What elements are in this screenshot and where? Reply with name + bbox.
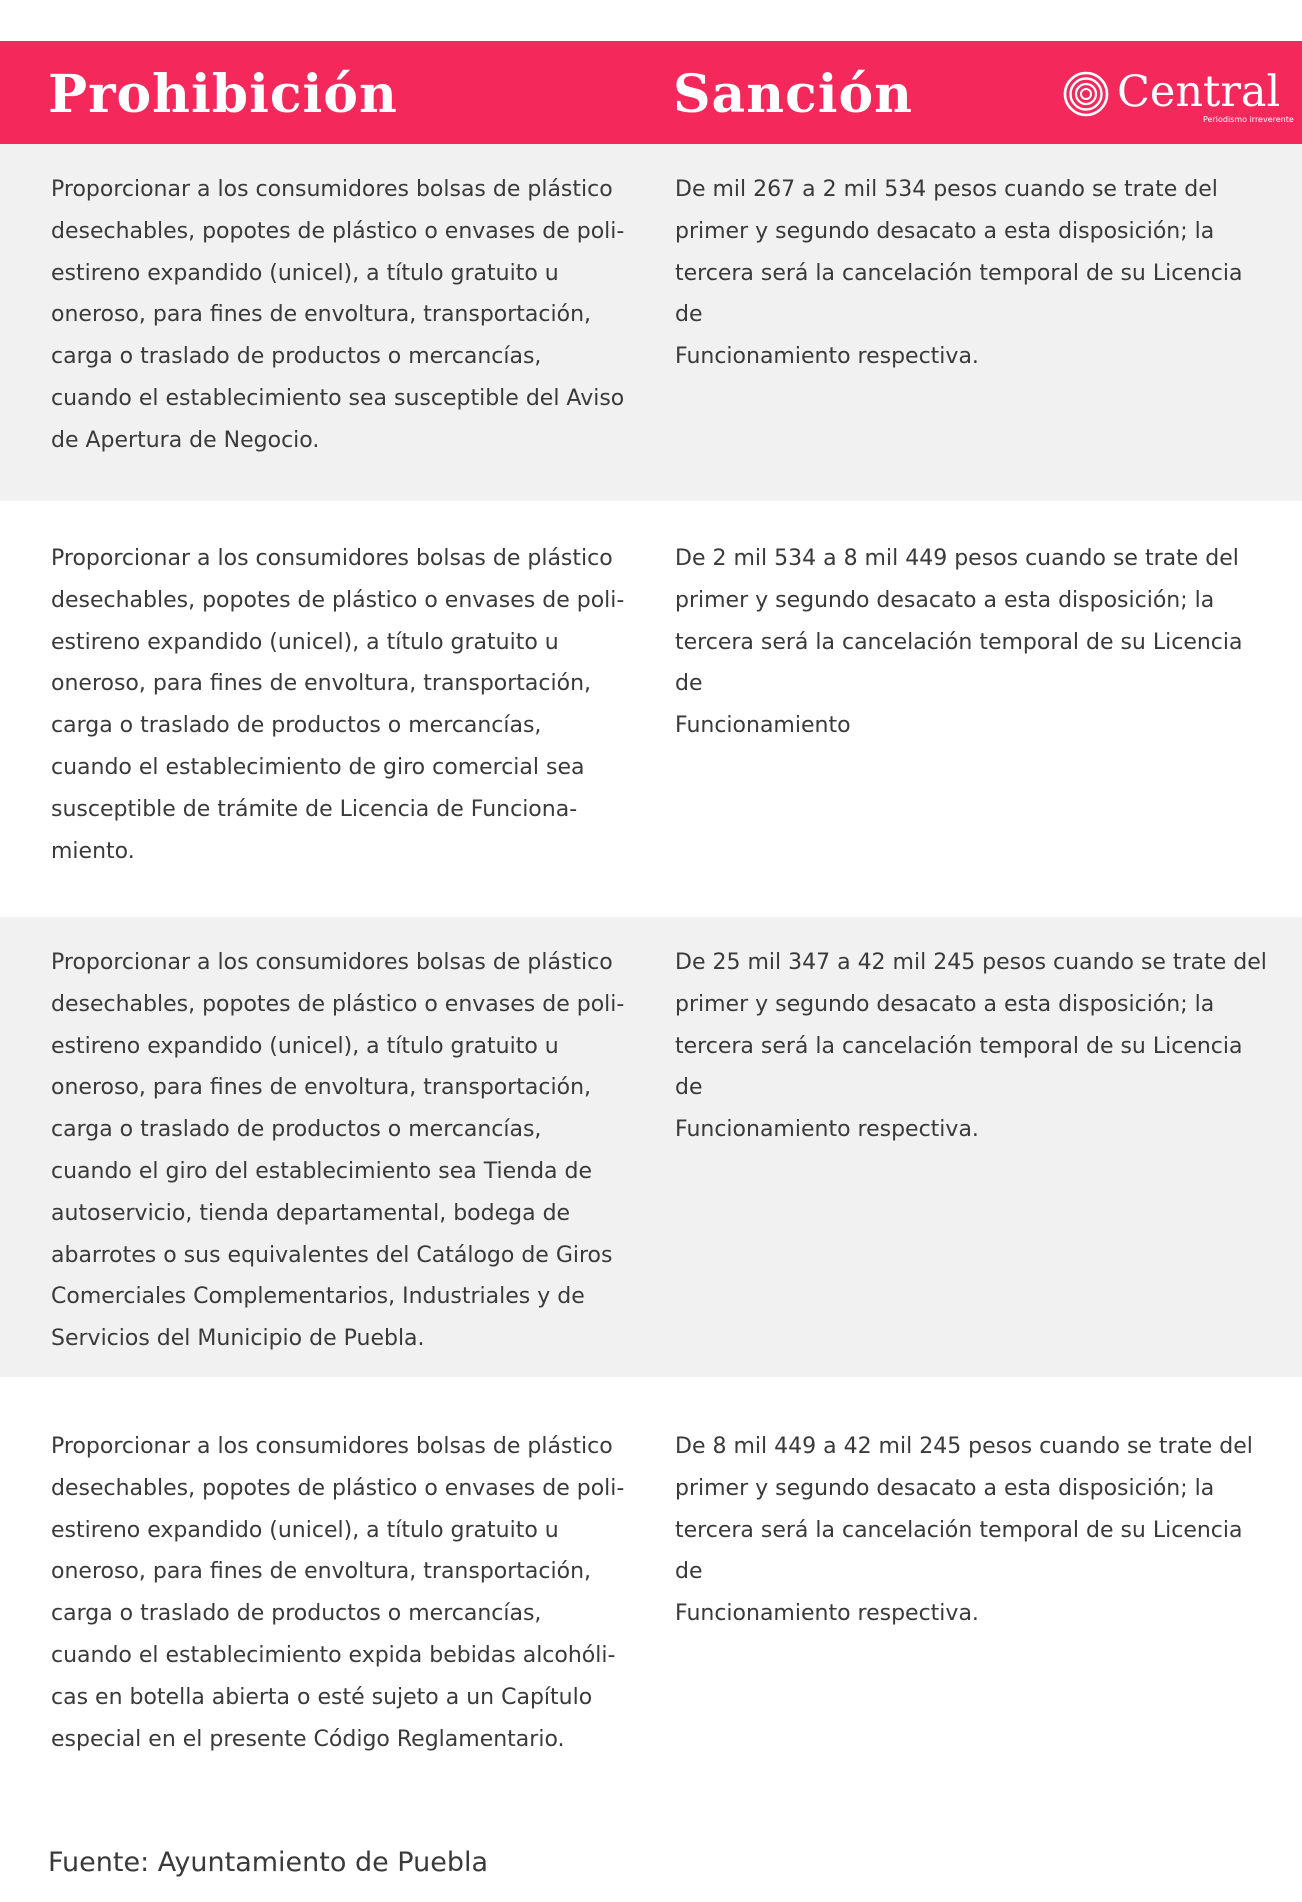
sanction-cell: De 2 mil 534 a 8 mil 449 pesos cuando se trate del primer y segundo desacato a esta disposición; la tercera será la cancelación temporal de su Licencia de Funcionamiento [675, 546, 1243, 739]
table-row [0, 1401, 1302, 1801]
sanction-cell: De mil 267 a 2 mil 534 pesos cuando se trate del primer y segundo desacato a esta disposición; la tercera será la cancelación temporal de su Licencia de Funcionamiento respectiva. [675, 177, 1243, 370]
brand-logo [1063, 67, 1294, 127]
table-row [0, 917, 1302, 1377]
prohibition-cell: Proporcionar a los consumidores bolsas de plástico desechables, popotes de plástico o envases de poli- estireno expandido (unicel), a título gratuito u oneroso, para fines de envoltura, transportación, carga o traslado de productos o mercancías, cuando el giro del establecimiento sea Tienda de autoservicio, tienda departamental, bodega de abarrotes o sus equivalentes del Catálogo de Giros Comerciales Complementarios, Industriales y de Servicios del Municipio de Puebla. [51, 950, 625, 1352]
prohibition-column-title: Prohibición [48, 64, 398, 125]
sanction-column-title: Sanción [673, 64, 913, 125]
sanction-cell: De 25 mil 347 a 42 mil 245 pesos cuando se trate del primer y segundo desacato a esta disposición; la tercera será la cancelación temporal de su Licencia de Funcionamiento respectiva. [675, 950, 1267, 1143]
table-row [0, 513, 1302, 913]
prohibition-cell: Proporcionar a los consumidores bolsas de plástico desechables, popotes de plástico o envases de poli- estireno expandido (unicel), a título gratuito u oneroso, para fines de envoltura, transportación, carga o traslado de productos o mercancías, cuando el establecimiento sea susceptible del Aviso de Apertura de Negocio. [51, 177, 625, 453]
concentric-circles-icon [1063, 71, 1109, 117]
table-header [0, 41, 1302, 144]
source-note: Fuente: Ayuntamiento de Puebla [48, 1847, 489, 1878]
table-row [0, 144, 1302, 501]
brand-tagline: Periodismo irreverente [1203, 115, 1294, 124]
prohibition-cell: Proporcionar a los consumidores bolsas de plástico desechables, popotes de plástico o envases de poli- estireno expandido (unicel), a título gratuito u oneroso, para fines de envoltura, transportación, carga o traslado de productos o mercancías, cuando el establecimiento de giro comercial sea susceptible de trámite de Licencia de Funciona- miento. [51, 546, 625, 864]
sanction-cell: De 8 mil 449 a 42 mil 245 pesos cuando se trate del primer y segundo desacato a esta disposición; la tercera será la cancelación temporal de su Licencia de Funcionamiento respectiva. [675, 1434, 1253, 1627]
brand-name: Central [1117, 67, 1281, 117]
prohibition-cell: Proporcionar a los consumidores bolsas de plástico desechables, popotes de plástico o envases de poli- estireno expandido (unicel), a título gratuito u oneroso, para fines de envoltura, transportación, carga o traslado de productos o mercancías, cuando el establecimiento expida bebidas alcohóli- cas en botella abierta o esté sujeto a un Capítulo especial en el presente Código Reglamentario. [51, 1434, 625, 1752]
